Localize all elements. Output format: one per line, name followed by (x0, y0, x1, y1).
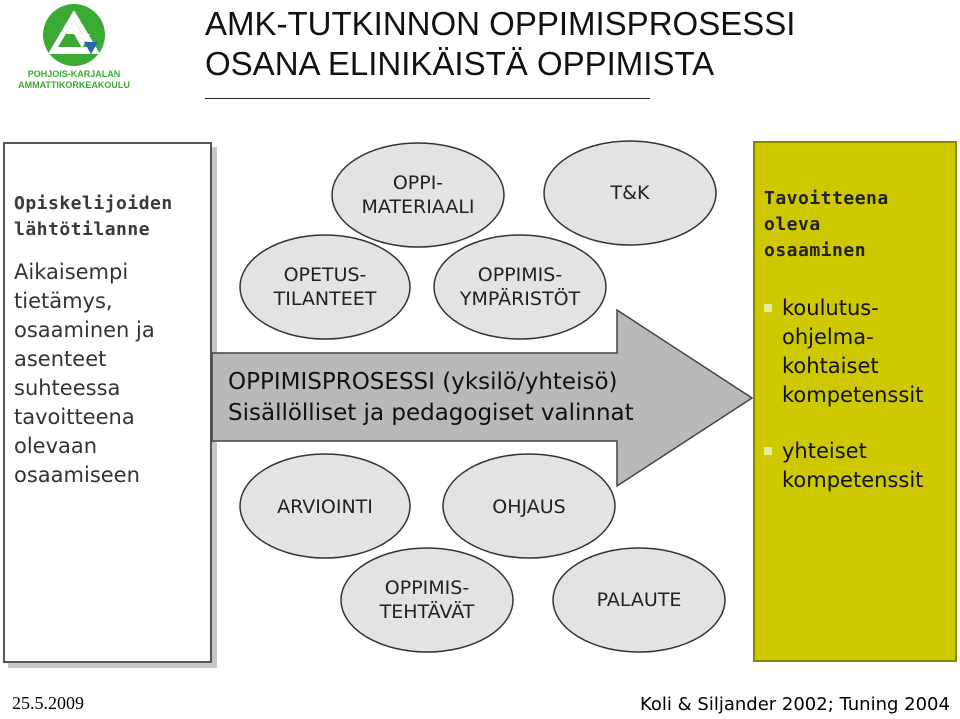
oval-label-tk (611, 181, 650, 205)
bullet-line: koulutus- (782, 296, 879, 320)
left-text-line: suhteessa (14, 376, 121, 400)
oval-label-line: ARVIOINTI (277, 496, 373, 518)
oval-label-palaute (597, 588, 682, 612)
oval-label-line: OPETUS- (283, 264, 367, 286)
bullet-line: kohtaiset (782, 354, 879, 378)
oval-label-oppimateriaali (361, 171, 474, 219)
oval-label-line: OHJAUS (492, 496, 566, 518)
process-arrow-text (228, 367, 634, 429)
bullet-line: kompetenssit (782, 383, 924, 407)
oval-label-line: YMPÄRISTÖT (459, 288, 581, 310)
left-text-line: olevaan (14, 434, 98, 458)
bullet-line: kompetenssit (782, 468, 924, 492)
footer-citation: Koli & Siljander 2002; Tuning 2004 (640, 694, 950, 715)
oval-label-line: T&K (610, 182, 650, 204)
footer-date: 25.5.2009 (12, 693, 84, 713)
right-heading-line: osaaminen (764, 240, 867, 261)
bullet-line: ohjelma- (782, 325, 874, 349)
left-text-line: asenteet (14, 347, 107, 371)
oval-label-opetustilanteet (274, 263, 377, 311)
oval-label-line: TEHTÄVÄT (379, 601, 475, 623)
left-text-line: osaamiseen (14, 463, 140, 487)
right-heading-line: Tavoitteena (764, 188, 889, 209)
oval-label-line: OPPIMIS- (477, 264, 563, 286)
oval-label-oppimisymparistot (460, 263, 580, 311)
left-heading-line: Opiskelijoiden (14, 193, 173, 214)
left-text-line: tietämys, (14, 289, 113, 313)
logo-text-2: AMMATTIKORKEAKOULU (18, 80, 130, 90)
right-heading-line: oleva (764, 214, 821, 235)
title-line-2: OSANA ELINIKÄISTÄ OPPIMISTA (205, 45, 715, 82)
oval-label-line: OPPI- (392, 172, 444, 194)
left-text-line: Aikaisempi (14, 260, 129, 284)
left-heading-line: lähtötilanne (14, 219, 151, 240)
oval-label-line: TILANTEET (273, 288, 377, 310)
oval-label-oppimistehtavat (380, 576, 475, 624)
oval-label-ohjaus (492, 495, 565, 519)
arrow-text-line-2: Sisällölliset ja pedagogiset valinnat (228, 400, 634, 426)
oval-label-line: MATERIAALI (361, 196, 475, 218)
title-line-1: AMK-TUTKINNON OPPIMISPROSESSI (205, 5, 796, 42)
logo-text-1: POHJOIS-KARJALAN (27, 69, 121, 79)
left-text-line: tavoitteena (14, 405, 135, 429)
oval-label-line: PALAUTE (596, 589, 682, 611)
arrow-text-line-1: OPPIMISPROSESSI (yksilö/yhteisö) (228, 369, 618, 395)
left-text-line: osaaminen ja (14, 318, 155, 342)
bullet-line: yhteiset (782, 439, 867, 463)
oval-label-arviointi (277, 495, 373, 519)
oval-label-line: OPPIMIS- (384, 577, 470, 599)
